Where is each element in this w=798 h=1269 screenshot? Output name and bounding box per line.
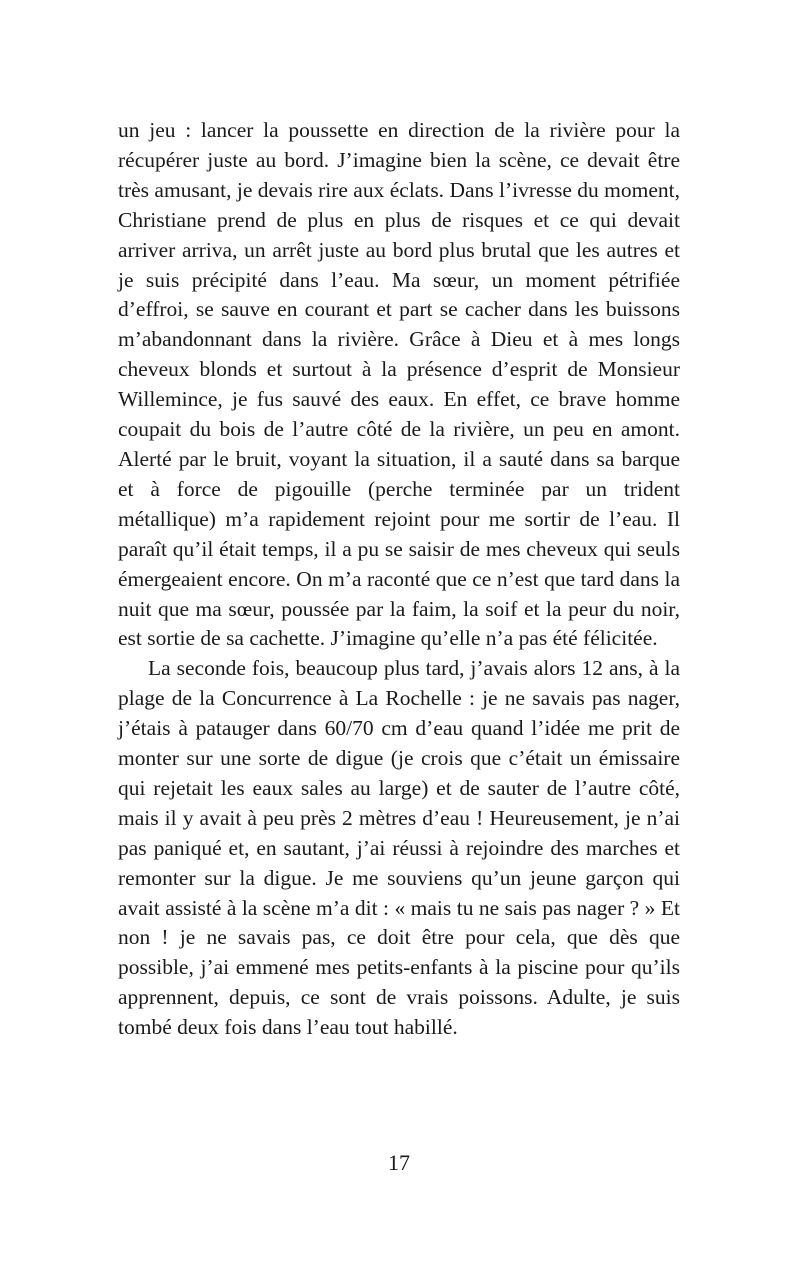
paragraph-continued: un jeu : lancer la poussette en direction de la rivière pour la récupérer juste au bord. J’imagine bien la scène, ce devait être très amusant, je devais rire aux éclats. Dans l’ivresse du moment, Christiane prend de plus en plus de risques et ce qui devait arriver arriva, un arrêt juste au bord plus brutal que les autres et je suis précipité dans l’eau. Ma sœur, un moment pétrifiée d’effroi, se sauve en courant et part se cacher dans les buissons m’abandonnant dans la rivière. Grâce à Dieu et à mes longs cheveux blonds et surtout à la présence d’esprit de Monsieur Willemince, je fus sauvé des eaux. En effet, ce brave homme coupait du bois de l’autre côté de la rivière, un peu en amont. Alerté par le bruit, voyant la situation, il a sauté dans sa barque et à force de pigouille (perche terminée par un trident métallique) m’a rapidement rejoint pour me sortir de l’eau. Il paraît qu’il était temps, il a pu se saisir de mes cheveux qui seuls émergeaient encore. On m’a raconté que ce n’est que tard dans la nuit que ma sœur, poussée par la faim, la soif et la peur du noir, est sortie de sa cachette. J’imagine qu’elle n’a pas été félicitée. <box>118 118 680 651</box>
page-body <box>118 116 680 1043</box>
paragraph-second-time: La seconde fois, beaucoup plus tard, j’avais alors 12 ans, à la plage de la Concurrence à La Rochelle : je ne savais pas nager, j’étais à patauger dans 60/70 cm d’eau quand l’idée me prit de monter sur une sorte de digue (je crois que c’était un émissaire qui rejetait les eaux sales au large) et de sauter de l’autre côté, mais il y avait à peu près 2 mètres d’eau ! Heureusement, je n’ai pas paniqué et, en sautant, j’ai réussi à rejoindre des marches et remonter sur la digue. Je me souviens qu’un jeune garçon qui avait assisté à la scène m’a dit : « mais tu ne sais pas nager ? » Et non ! je ne savais pas, ce doit être pour cela, que dès que possible, j’ai emmené mes petits-enfants à la piscine pour qu’ils apprennent, depuis, ce sont de vrais poissons. Adulte, je suis tombé deux fois dans l’eau tout habillé. <box>118 656 680 1040</box>
page-number: 17 <box>388 1150 410 1175</box>
